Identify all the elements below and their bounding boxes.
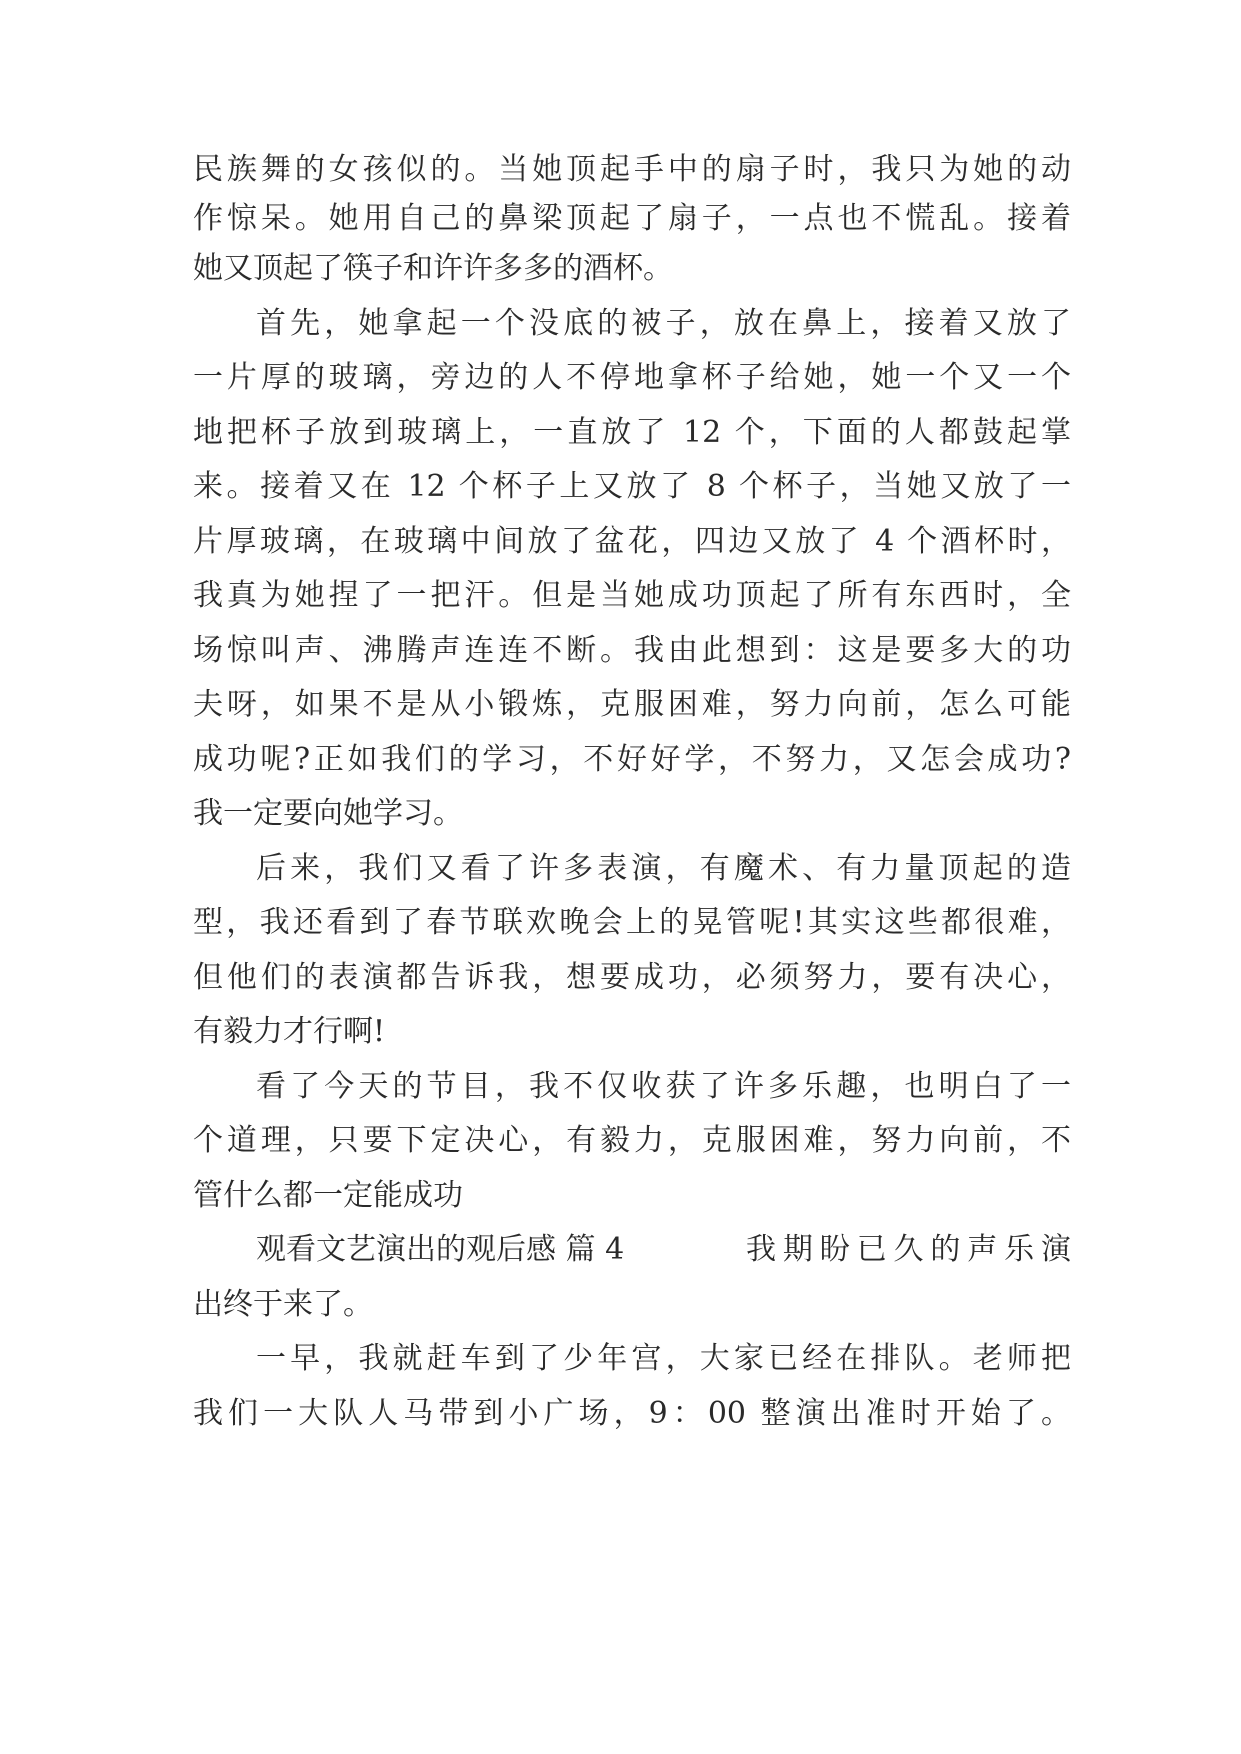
line-text: 管什么都一定能成功	[193, 1178, 463, 1213]
line-text: 型，我还看到了春节联欢晚会上的晃管呢!其实这些都很难，	[193, 905, 1071, 940]
text-line	[0, 730, 1241, 790]
line-text: 我期盼已久的声乐演	[746, 1232, 1071, 1267]
line-text: 片厚玻璃，在玻璃中间放了盆花，四边又放了 4 个酒杯时，	[193, 524, 1071, 559]
line-text: 一片厚的玻璃，旁边的人不停地拿杯子给她，她一个又一个	[193, 360, 1071, 395]
line-text: 我一定要向她学习。	[193, 796, 463, 831]
line-text: 来。接着又在 12 个杯子上又放了 8 个杯子，当她又放了一	[193, 469, 1071, 504]
line-text: 看了今天的节目，我不仅收获了许多乐趣，也明白了一	[256, 1069, 1071, 1104]
text-line	[0, 1166, 1241, 1226]
line-text: 我真为她捏了一把汗。但是当她成功顶起了所有东西时，全	[193, 578, 1071, 613]
line-text: 我们一大队人马带到小广场，9：00 整演出准时开始了。	[193, 1396, 1071, 1431]
text-line	[0, 621, 1241, 681]
text-line	[0, 1111, 1241, 1171]
line-text: 但他们的表演都告诉我，想要成功，必须努力，要有决心，	[193, 960, 1071, 995]
text-line	[0, 403, 1241, 463]
text-line	[0, 948, 1241, 1008]
line-text: 后来，我们又看了许多表演，有魔术、有力量顶起的造	[256, 851, 1071, 886]
line-text: 夫呀，如果不是从小锻炼，克服困难，努力向前，怎么可能	[193, 687, 1071, 722]
line-text: 作惊呆。她用自己的鼻梁顶起了扇子，一点也不慌乱。接着	[193, 201, 1071, 236]
text-line	[0, 839, 1241, 899]
line-text: 民族舞的女孩似的。当她顶起手中的扇子时，我只为她的动	[193, 152, 1071, 187]
text-line	[0, 893, 1241, 953]
line-text: 首先，她拿起一个没底的被子，放在鼻上，接着又放了	[256, 306, 1071, 341]
line-text: 一早，我就赶车到了少年宫，大家已经在排队。老师把	[256, 1341, 1071, 1376]
line-text: 出终于来了。	[193, 1287, 373, 1322]
line-text: 地把杯子放到玻璃上，一直放了 12 个，下面的人都鼓起掌	[193, 415, 1071, 450]
text-line	[0, 1057, 1241, 1117]
text-line	[0, 1384, 1241, 1444]
text-line	[0, 1002, 1241, 1062]
text-line	[0, 1275, 1241, 1335]
text-line	[0, 294, 1241, 354]
line-text: 她又顶起了筷子和许许多多的酒杯。	[193, 251, 673, 286]
line-text: 个道理，只要下定决心，有毅力，克服困难，努力向前，不	[193, 1123, 1071, 1158]
text-line	[0, 348, 1241, 408]
text-line	[0, 512, 1241, 572]
text-line	[0, 675, 1241, 735]
section-heading-line	[0, 1220, 1241, 1280]
line-text: 成功呢?正如我们的学习，不好好学，不努力，又怎会成功?	[193, 742, 1071, 777]
text-line	[0, 566, 1241, 626]
text-line	[0, 784, 1241, 844]
line-text: 场惊叫声、沸腾声连连不断。我由此想到：这是要多大的功	[193, 633, 1071, 668]
text-line	[0, 1329, 1241, 1389]
section-heading: 观看文艺演出的观后感 篇 4	[256, 1232, 625, 1267]
text-line	[0, 239, 1241, 299]
line-text: 有毅力才行啊!	[193, 1014, 386, 1049]
text-line	[0, 457, 1241, 517]
